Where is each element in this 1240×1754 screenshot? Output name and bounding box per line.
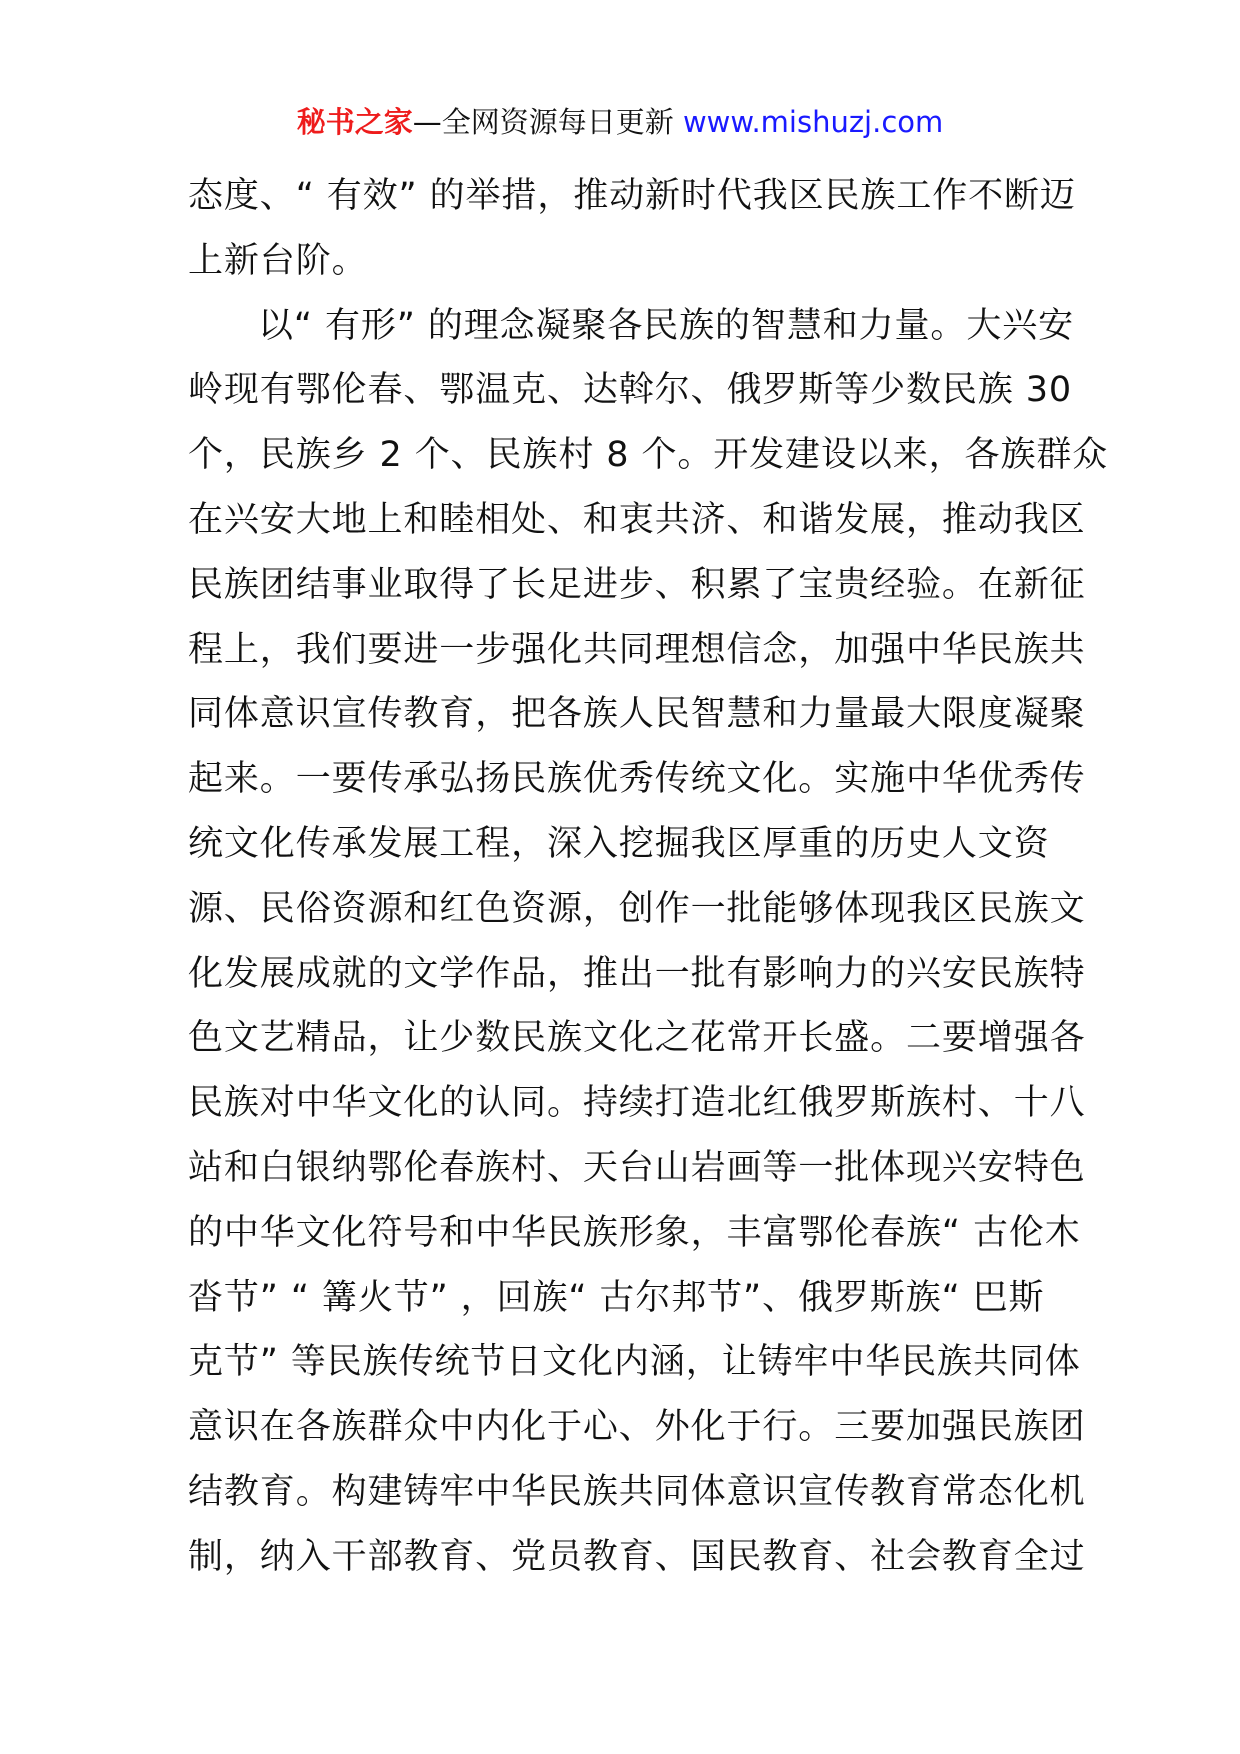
- text-line: 岭现有鄂伦春、鄂温克、达斡尔、俄罗斯等少数民族 30: [188, 370, 1073, 411]
- text-line: 民族对中华文化的认同。持续打造北红俄罗斯族村、十八: [188, 1083, 1086, 1124]
- text-line: 色文艺精品，让少数民族文化之花常开长盛。二要增强各: [188, 1018, 1086, 1059]
- text-line: 民族团结事业取得了长足进步、积累了宝贵经验。在新征: [188, 564, 1086, 605]
- text-line: 站和白银纳鄂伦春族村、天台山岩画等一批体现兴安特色: [188, 1147, 1086, 1188]
- text-line: 程上，我们要进一步强化共同理想信念，加强中华民族共: [188, 629, 1086, 670]
- text-line: 在兴安大地上和睦相处、和衷共济、和谐发展，推动我区: [188, 499, 1086, 540]
- text-line: 个，民族乡 2 个、民族村 8 个。开发建设以来，各族群众: [188, 435, 1109, 476]
- site-brand: 秘书之家: [296, 105, 413, 139]
- text-line: 统文化传承发展工程，深入挖掘我区厚重的历史人文资: [188, 823, 1050, 864]
- site-url-link[interactable]: www.mishuzj.com: [682, 105, 944, 139]
- paragraph-start-line: 以“ 有形” 的理念凝聚各民族的智慧和力量。大兴安: [258, 305, 1075, 346]
- text-line: 化发展成就的文学作品，推出一批有影响力的兴安民族特: [188, 953, 1086, 994]
- text-line: 同体意识宣传教育，把各族人民智慧和力量最大限度凝聚: [188, 694, 1086, 735]
- text-line: 制，纳入干部教育、党员教育、国民教育、社会教育全过: [188, 1536, 1086, 1577]
- text-line: 结教育。构建铸牢中华民族共同体意识宣传教育常态化机: [188, 1471, 1086, 1512]
- text-line: 源、民俗资源和红色资源，创作一批能够体现我区民族文: [188, 888, 1086, 929]
- text-line: 克节” 等民族传统节日文化内涵，让铸牢中华民族共同体: [188, 1342, 1081, 1383]
- text-line: 意识在各族群众中内化于心、外化于行。三要加强民族团: [188, 1407, 1086, 1448]
- text-line: 沓节” “ 篝火节” ，回族“ 古尔邦节”、俄罗斯族“ 巴斯: [188, 1277, 1045, 1318]
- text-line: 起来。一要传承弘扬民族优秀传统文化。实施中华优秀传: [188, 759, 1086, 800]
- text-line: 态度、“ 有效” 的举措，推动新时代我区民族工作不断迈: [188, 176, 1076, 216]
- document-body: [188, 164, 1109, 1590]
- page-header: [0, 100, 1240, 144]
- text-line: 上新台阶。: [188, 240, 368, 281]
- site-tagline: —全网资源每日更新: [412, 105, 683, 139]
- text-line: 的中华文化符号和中华民族形象，丰富鄂伦春族“ 古伦木: [188, 1212, 1081, 1253]
